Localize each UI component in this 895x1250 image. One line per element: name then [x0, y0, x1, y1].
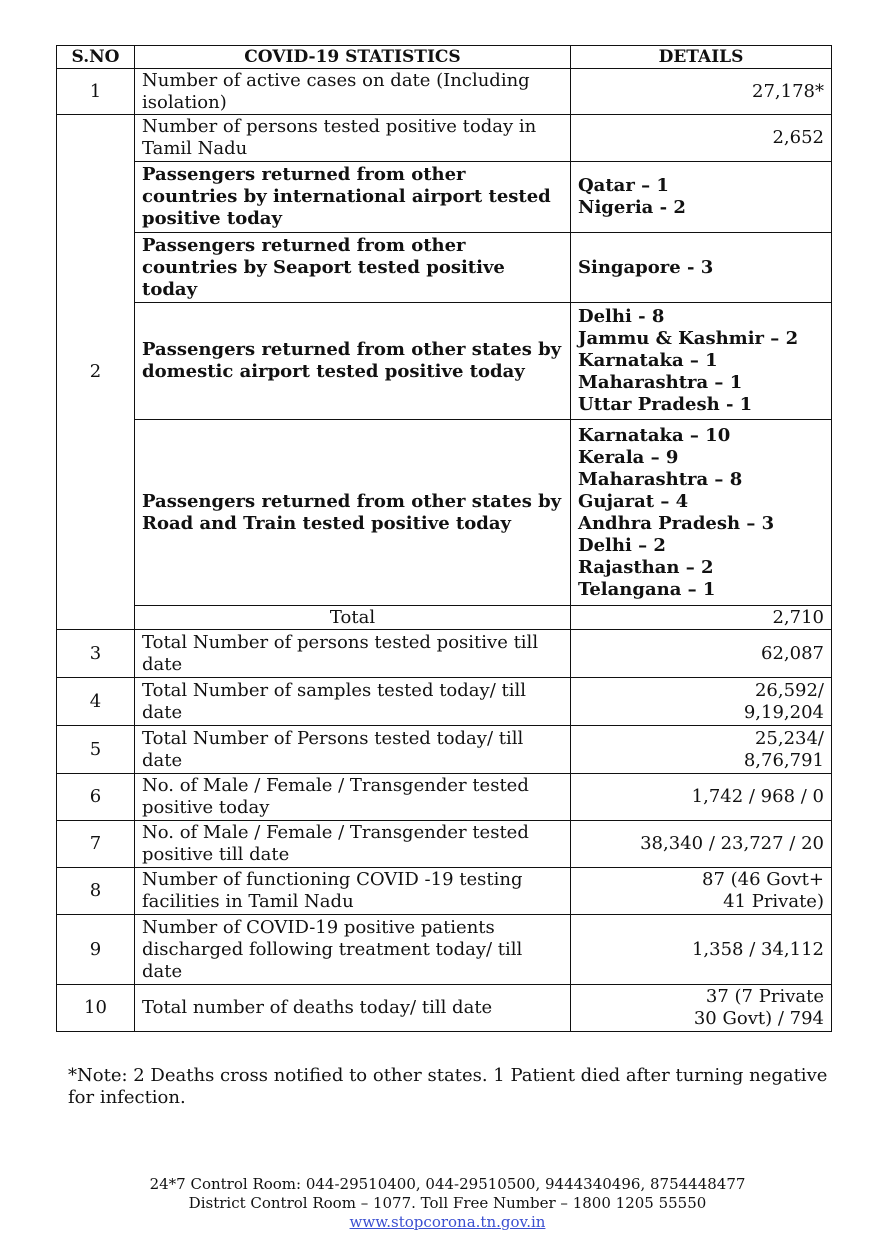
sno-cell: 8 — [57, 868, 135, 915]
label-cell: Number of functioning COVID -19 testing facilities in Tamil Nadu — [135, 868, 571, 915]
value-cell: 26,592/ 9,19,204 — [571, 678, 832, 726]
total-row — [57, 606, 832, 630]
table-row — [57, 162, 832, 233]
sno-cell: 2 — [57, 115, 135, 630]
table-row — [57, 115, 832, 162]
label-cell: Passengers returned from other countries by international airport tested positive today — [135, 162, 571, 233]
value-cell: Singapore - 3 — [571, 233, 832, 303]
label-cell: No. of Male / Female / Transgender tested positive today — [135, 774, 571, 821]
table-row — [57, 915, 832, 985]
table-row — [57, 868, 832, 915]
table-row — [57, 233, 832, 303]
total-value: 2,710 — [571, 606, 832, 630]
table-row — [57, 420, 832, 606]
value-cell: Karnataka – 10 Kerala – 9 Maharashtra – 8 Gujarat – 4 Andhra Pradesh – 3 Delhi – 2 Rajasthan – 2 Telangana – 1 — [571, 420, 832, 606]
footnote: *Note: 2 Deaths cross notified to other states. 1 Patient died after turning negative for infection. — [68, 1065, 828, 1108]
value-cell: 25,234/ 8,76,791 — [571, 726, 832, 774]
sno-cell: 10 — [57, 985, 135, 1032]
value-cell: 1,742 / 968 / 0 — [571, 774, 832, 821]
label-cell: Passengers returned from other states by Road and Train tested positive today — [135, 420, 571, 606]
table-row — [57, 69, 832, 115]
value-cell: 1,358 / 34,112 — [571, 915, 832, 985]
sno-cell: 4 — [57, 678, 135, 726]
value-cell: Delhi - 8 Jammu & Kashmir – 2 Karnataka – 1 Maharashtra – 1 Uttar Pradesh - 1 — [571, 303, 832, 420]
label-cell: Passengers returned from other countries by Seaport tested positive today — [135, 233, 571, 303]
label-cell: Number of active cases on date (Including isolation) — [135, 69, 571, 115]
sno-cell: 1 — [57, 69, 135, 115]
table-row — [57, 774, 832, 821]
header-row — [57, 46, 832, 69]
table-row — [57, 630, 832, 678]
table-row — [57, 821, 832, 868]
label-cell: Total number of deaths today/ till date — [135, 985, 571, 1032]
sno-cell: 9 — [57, 915, 135, 985]
value-cell: 2,652 — [571, 115, 832, 162]
sno-cell: 3 — [57, 630, 135, 678]
website-link[interactable]: www.stopcorona.tn.gov.in — [349, 1213, 546, 1231]
label-cell: No. of Male / Female / Transgender tested positive till date — [135, 821, 571, 868]
label-cell: Passengers returned from other states by domestic airport tested positive today — [135, 303, 571, 420]
contact-footer — [0, 1175, 895, 1232]
label-cell: Total Number of Persons tested today/ till date — [135, 726, 571, 774]
value-cell: 87 (46 Govt+ 41 Private) — [571, 868, 832, 915]
label-cell: Number of COVID-19 positive patients discharged following treatment today/ till date — [135, 915, 571, 985]
value-cell: Qatar – 1 Nigeria - 2 — [571, 162, 832, 233]
table-row — [57, 678, 832, 726]
value-cell: 37 (7 Private 30 Govt) / 794 — [571, 985, 832, 1032]
control-room-line: 24*7 Control Room: 044-29510400, 044-29510500, 9444340496, 8754448477 — [149, 1175, 746, 1193]
table-row — [57, 985, 832, 1032]
label-cell: Total Number of persons tested positive till date — [135, 630, 571, 678]
stat-header: COVID-19 STATISTICS — [135, 46, 571, 69]
value-cell: 27,178* — [571, 69, 832, 115]
value-cell: 38,340 / 23,727 / 20 — [571, 821, 832, 868]
label-cell: Number of persons tested positive today in Tamil Nadu — [135, 115, 571, 162]
details-header: DETAILS — [571, 46, 832, 69]
total-label: Total — [135, 606, 571, 630]
sno-cell: 6 — [57, 774, 135, 821]
value-cell: 62,087 — [571, 630, 832, 678]
covid-statistics-table — [56, 45, 832, 1032]
sno-cell: 5 — [57, 726, 135, 774]
sno-cell: 7 — [57, 821, 135, 868]
label-cell: Total Number of samples tested today/ till date — [135, 678, 571, 726]
table-row — [57, 726, 832, 774]
table-row — [57, 303, 832, 420]
district-control-line: District Control Room – 1077. Toll Free Number – 1800 1205 55550 — [188, 1194, 707, 1212]
sno-header: S.NO — [57, 46, 135, 69]
